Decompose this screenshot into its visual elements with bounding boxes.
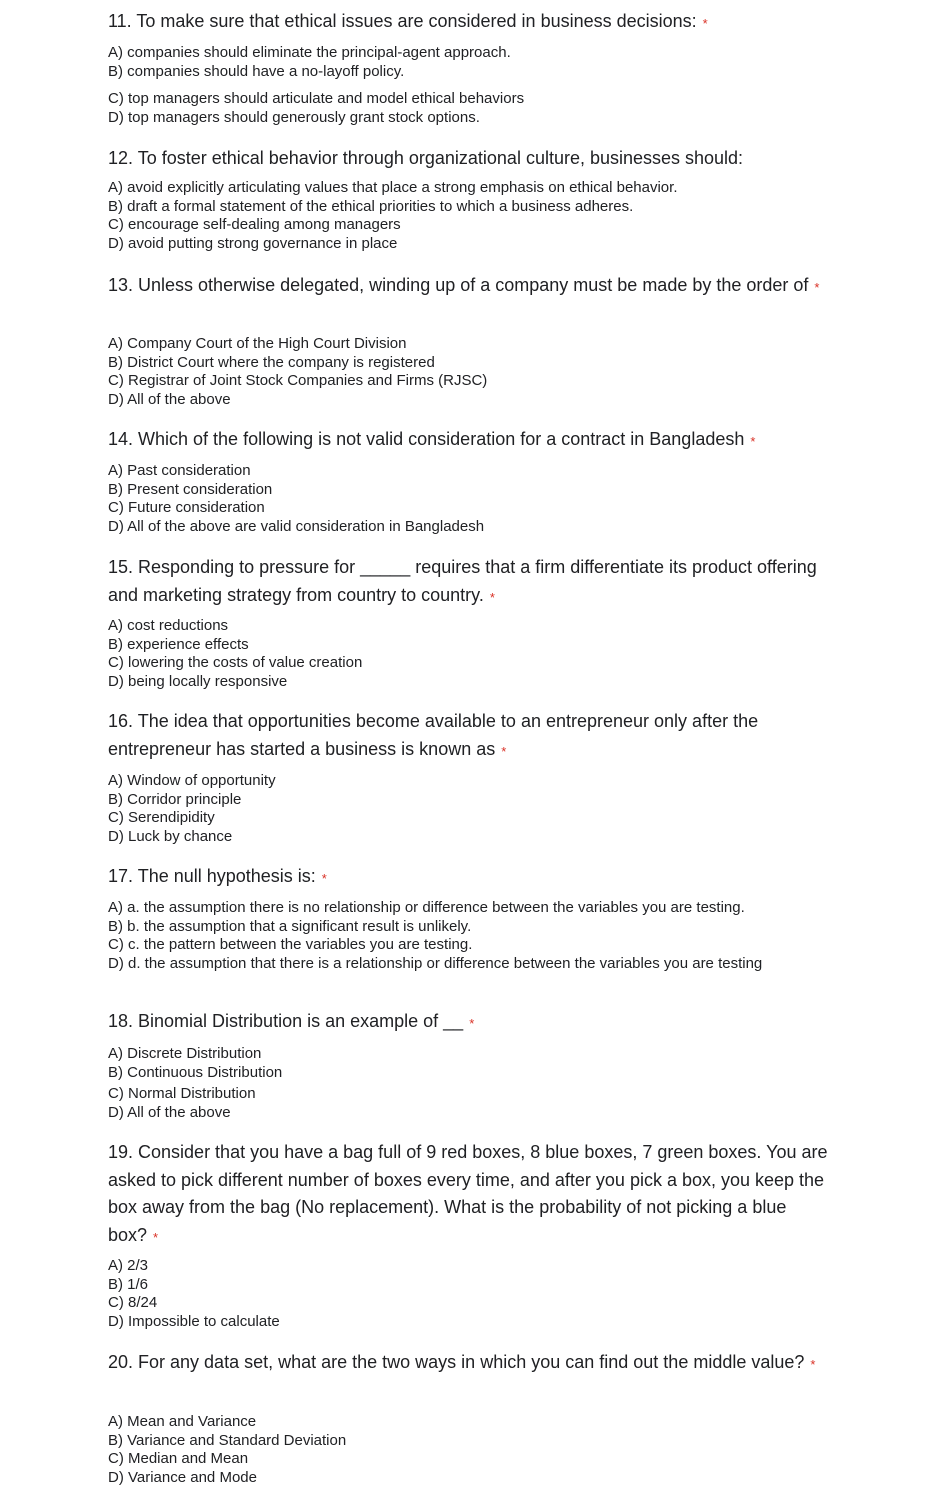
question-15 [108,554,828,690]
question-13 [108,272,828,408]
question-title: 14. Which of the following is not valid consideration for a contract in Bangladesh * [108,429,756,449]
option-list [108,1413,346,1487]
option-list [108,179,677,253]
option-list [108,1045,282,1122]
question-title: 12. To foster ethical behavior through organizational culture, businesses should: [108,148,744,168]
option-b[interactable]: B) draft a formal statement of the ethical priorities to which a business adheres. [108,197,634,215]
option-b[interactable]: B) experience effects [108,635,249,653]
option-c[interactable]: C) Serendipidity [108,809,215,827]
required-asterisk: * [489,589,495,605]
question-title: 17. The null hypothesis is: * [108,866,327,886]
required-asterisk: * [321,871,327,886]
option-a[interactable]: A) Discrete Distribution [108,1045,262,1062]
option-c[interactable]: C) encourage self-dealing among managers [108,216,401,234]
option-c[interactable]: C) top managers should articulate and model ethical behaviors [108,90,525,108]
option-a[interactable]: A) Window of opportunity [108,772,276,789]
question-title: 13. Unless otherwise delegated, winding up of a company must be made by the order of * [108,275,820,295]
question-14 [108,426,828,535]
option-d[interactable]: D) d. the assumption that there is a relationship or difference between the variables you are testing [108,954,763,972]
question-16 [108,708,828,845]
required-asterisk: * [501,743,507,759]
option-a[interactable]: A) 2/3 [108,1257,149,1274]
option-b[interactable]: B) 1/6 [108,1275,149,1293]
option-list [108,335,487,409]
option-c[interactable]: C) Median and Mean [108,1450,249,1468]
question-title: 20. For any data set, what are the two ways in which you can find out the middle value? * [108,1352,816,1372]
option-d[interactable]: D) top managers should generously grant stock options. [108,108,480,126]
option-a[interactable]: A) Mean and Variance [108,1413,257,1430]
option-list [108,617,362,691]
required-asterisk: * [469,1016,475,1031]
option-c[interactable]: C) c. the pattern between the variables you are testing. [108,936,473,954]
option-a[interactable]: A) avoid explicitly articulating values that place a strong emphasis on ethical behavior. [108,179,678,196]
option-list [108,899,828,973]
required-asterisk: * [702,16,708,31]
option-b[interactable]: B) Present consideration [108,480,273,498]
option-d[interactable]: D) avoid putting strong governance in place [108,234,398,252]
question-12 [108,145,828,252]
option-list [108,462,484,536]
option-c[interactable]: C) Future consideration [108,499,265,517]
option-c[interactable]: C) 8/24 [108,1294,158,1312]
question-18 [108,1008,828,1121]
question-17 [108,863,828,972]
question-title: 11. To make sure that ethical issues are considered in business decisions: * [108,11,708,31]
required-asterisk: * [814,280,820,295]
option-list [108,1257,280,1331]
question-title: 16. The idea that opportunities become available to an entrepreneur only after the entrepreneur has started a business is known as * [108,711,759,759]
option-d[interactable]: D) Impossible to calculate [108,1312,280,1330]
question-title: 19. Consider that you have a bag full of 9 red boxes, 8 blue boxes, 7 green boxes. You are asked to pick different number of boxes every time, and after you pick a box, you keep the box away from the bag (No replacement). What is the probability of not picking a blue box? * [108,1142,828,1245]
option-a[interactable]: A) Past consideration [108,462,251,479]
required-asterisk: * [750,434,756,449]
question-title: 18. Binomial Distribution is an example of __ * [108,1011,475,1031]
question-11 [108,8,828,126]
option-list [108,772,276,846]
option-a[interactable]: A) companies should eliminate the principal-agent approach. [108,44,511,61]
option-b[interactable]: B) Corridor principle [108,790,242,808]
option-d[interactable]: D) Variance and Mode [108,1468,257,1486]
option-d[interactable]: D) All of the above [108,390,231,408]
option-d[interactable]: D) being locally responsive [108,672,288,690]
question-20 [108,1349,828,1486]
option-d[interactable]: D) All of the above [108,1103,231,1121]
option-a[interactable]: A) a. the assumption there is no relationship or difference between the variables you are testing. [108,899,745,916]
option-b[interactable]: B) Continuous Distribution [108,1063,283,1081]
option-c[interactable]: C) Registrar of Joint Stock Companies and Firms (RJSC) [108,372,488,390]
option-c[interactable]: C) Normal Distribution [108,1085,256,1103]
question-19 [108,1139,828,1330]
option-a[interactable]: A) cost reductions [108,617,229,634]
option-d[interactable]: D) Luck by chance [108,827,233,845]
option-c[interactable]: C) lowering the costs of value creation [108,654,363,672]
option-a[interactable]: A) Company Court of the High Court Division [108,335,407,352]
option-d[interactable]: D) All of the above are valid consideration in Bangladesh [108,517,485,535]
option-b[interactable]: B) District Court where the company is registered [108,353,435,371]
option-b[interactable]: B) Variance and Standard Deviation [108,1431,347,1449]
option-list [108,44,524,127]
option-b[interactable]: B) b. the assumption that a significant result is unlikely. [108,917,472,935]
option-b[interactable]: B) companies should have a no-layoff policy. [108,62,405,80]
required-asterisk: * [810,1357,816,1372]
question-title: 15. Responding to pressure for _____ requires that a firm differentiate its product offering and marketing strategy from country to country. * [108,557,817,605]
required-asterisk: * [153,1229,159,1245]
